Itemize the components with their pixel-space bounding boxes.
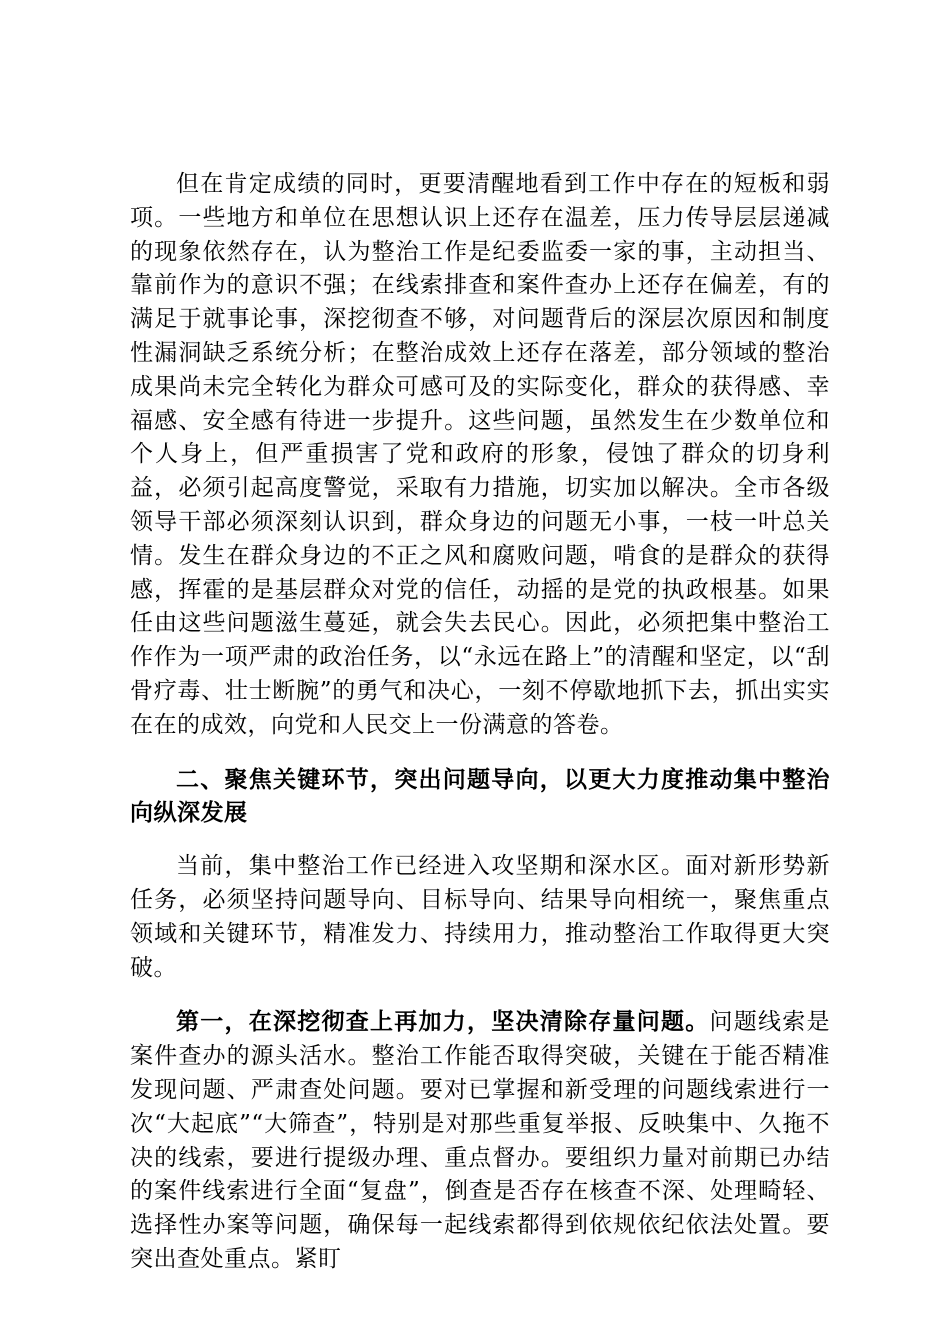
paragraph-body-text: 问题线索是案件查办的源头活水。整治工作能否取得突破，关键在于能否精准发现问题、严肃查处问题。要对已掌握和新受理的问题线索进行一次“大起底”“大筛查”，特别是对那些重复举报、反映集中、久拖不决的线索，要进行提级办理、重点督办。要组织力量对前期已办结的案件线索进行全面“复盘”，倒查是否存在核查不深、处理畸轻、选择性办案等问题，确保每一起线索都得到依规依纪依法处置。要突出查处重点。紧盯 bbox=[130, 1009, 830, 1272]
paragraph-spacer bbox=[130, 743, 830, 763]
body-paragraph: 当前，集中整治工作已经进入攻坚期和深水区。面对新形势新任务，必须坚持问题导向、目标导向、结果导向相统一，聚焦重点领域和关键环节，精准发力、持续用力，推动整治工作取得更大突破。 bbox=[130, 853, 830, 981]
body-paragraph bbox=[130, 1005, 830, 1276]
body-paragraph: 但在肯定成绩的同时，更要清醒地看到工作中存在的短板和弱项。一些地方和单位在思想认识上还存在温差，压力传导层层递减的现象依然存在，认为整治工作是纪委监委一家的事，主动担当、靠前作为的意识不强；在线索排查和案件查办上还存在偏差，有的满足于就事论事，深挖彻查不够，对问题背后的深层次原因和制度性漏洞缺乏系统分析；在整治成效上还存在落差，部分领域的整治成果尚未完全转化为群众可感可及的实际变化，群众的获得感、幸福感、安全感有待进一步提升。这些问题，虽然发生在少数单位和个人身上，但严重损害了党和政府的形象，侵蚀了群众的切身利益，必须引起高度警觉，采取有力措施，切实加以解决。全市各级领导干部必须深刻认识到，群众身边的问题无小事，一枝一叶总关情。发生在群众身边的不正之风和腐败问题，啃食的是群众的获得感，挥霍的是基层群众对党的信任，动摇的是党的执政根基。如果任由这些问题滋生蔓延，就会失去民心。因此，必须把集中整治工作作为一项严肃的政治任务，以“永远在路上”的清醒和坚定，以“刮骨疗毒、壮士断腕”的勇气和决心，一刻不停歇地抓下去，抓出实实在在的成效，向党和人民交上一份满意的答卷。 bbox=[130, 171, 830, 738]
paragraph-spacer bbox=[130, 830, 830, 850]
document-body bbox=[130, 168, 830, 1277]
paragraph-lead-sentence: 第一，在深挖彻查上再加力，坚决清除存量问题。 bbox=[176, 1008, 710, 1036]
paragraph-spacer bbox=[130, 985, 830, 1005]
section-heading: 二、聚焦关键环节，突出问题导向，以更大力度推动集中整治向纵深发展 bbox=[130, 765, 830, 827]
